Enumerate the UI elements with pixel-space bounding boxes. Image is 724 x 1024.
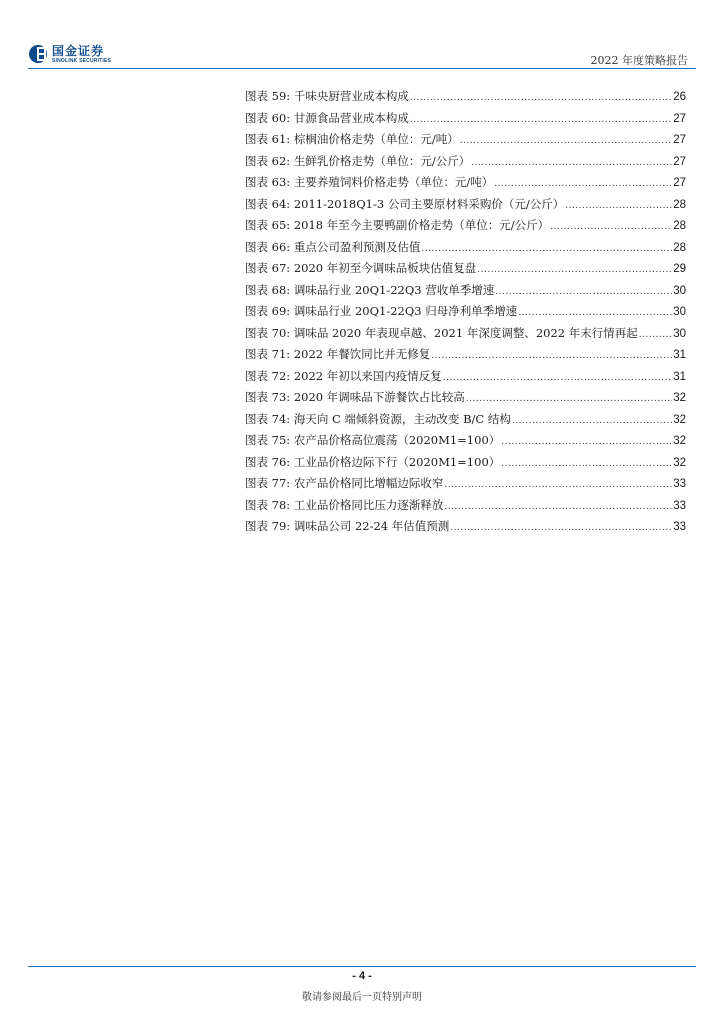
toc-entry[interactable]	[245, 454, 686, 476]
toc-entry-page: 28	[673, 220, 686, 232]
toc-entry[interactable]	[245, 389, 686, 411]
toc-entry[interactable]	[245, 196, 686, 218]
toc-leader-dots	[421, 244, 672, 254]
page-number: - 4 -	[352, 970, 372, 982]
toc-entry-page: 27	[673, 177, 686, 189]
toc-entry-page: 28	[673, 198, 686, 211]
toc-entry-title: 图表 68: 调味品行业 20Q1-22Q3 营收单季增速	[245, 282, 495, 297]
toc-entry-page: 27	[673, 134, 686, 146]
toc-entry[interactable]	[245, 411, 686, 433]
toc-entry[interactable]	[245, 217, 686, 239]
toc-entry-page: 33	[673, 521, 686, 533]
toc-entry-page: 29	[673, 263, 686, 275]
toc-entry[interactable]	[245, 131, 686, 153]
table-of-contents	[245, 88, 686, 540]
toc-entry[interactable]	[245, 303, 686, 325]
toc-leader-dots	[494, 179, 672, 189]
company-logo	[28, 44, 111, 64]
toc-entry-page: 32	[673, 413, 686, 426]
toc-entry-page: 32	[673, 456, 686, 469]
toc-entry[interactable]	[245, 346, 686, 368]
header-divider	[28, 68, 696, 69]
toc-entry-title: 图表 64: 2011-2018Q1-3 公司主要原材料采购价（元/公斤）	[245, 196, 565, 211]
toc-entry-title: 图表 75: 农产品价格高位震荡（2020M1=100）	[245, 433, 501, 447]
toc-leader-dots	[495, 287, 672, 297]
toc-leader-dots	[444, 480, 672, 490]
toc-entry-page: 27	[673, 112, 686, 125]
toc-entry[interactable]	[245, 239, 686, 261]
toc-entry[interactable]	[245, 475, 686, 497]
toc-leader-dots	[460, 136, 673, 146]
report-title: 2022 年度策略报告	[590, 54, 688, 67]
toc-entry-title: 图表 70: 调味品 2020 年表现卓越、2021 年深度调整、2022 年末行情再起	[245, 325, 638, 340]
toc-entry[interactable]	[245, 325, 686, 347]
toc-leader-dots	[501, 459, 672, 469]
toc-entry[interactable]	[245, 110, 686, 132]
toc-entry-title: 图表 60: 甘源食品营业成本构成	[245, 110, 409, 125]
toc-entry-page: 31	[673, 370, 686, 383]
toc-entry-title: 图表 69: 调味品行业 20Q1-22Q3 归母净利单季增速	[245, 304, 518, 318]
toc-entry-title: 图表 62: 生鲜乳价格走势（单位：元/公斤）	[245, 153, 471, 168]
toc-entry-page: 30	[673, 306, 686, 318]
toc-entry-page: 32	[673, 392, 686, 404]
toc-entry-title: 图表 65: 2018 年至今主要鸭副价格走势（单位：元/公斤）	[245, 218, 550, 232]
toc-entry-title: 图表 72: 2022 年初以来国内疫情反复	[245, 368, 442, 383]
toc-entry-title: 图表 76: 工业品价格边际下行（2020M1=100）	[245, 454, 501, 469]
toc-entry-page: 30	[673, 284, 686, 297]
sinolink-logo-icon	[28, 44, 48, 64]
toc-leader-dots	[639, 330, 672, 340]
toc-leader-dots	[443, 373, 672, 383]
footer-divider	[28, 966, 696, 967]
toc-entry-page: 33	[673, 499, 686, 512]
page-header	[0, 0, 724, 72]
toc-leader-dots	[410, 93, 672, 103]
toc-entry[interactable]	[245, 260, 686, 282]
toc-leader-dots	[501, 437, 672, 447]
toc-entry[interactable]	[245, 497, 686, 519]
toc-entry-title: 图表 77: 农产品价格同比增幅边际收窄	[245, 476, 444, 490]
toc-entry[interactable]	[245, 174, 686, 196]
toc-entry-title: 图表 67: 2020 年初至今调味品板块估值复盘	[245, 261, 477, 275]
toc-entry-title: 图表 63: 主要养殖饲料价格走势（单位：元/吨）	[245, 175, 494, 189]
toc-entry-title: 图表 66: 重点公司盈利预测及估值	[245, 239, 421, 254]
toc-entry-title: 图表 61: 棕榈油价格走势（单位：元/吨）	[245, 132, 459, 146]
toc-entry[interactable]	[245, 518, 686, 540]
logo-chinese-name: 国金证券	[52, 43, 105, 58]
toc-entry-page: 26	[673, 91, 686, 103]
toc-leader-dots	[431, 351, 672, 361]
toc-leader-dots	[444, 502, 672, 512]
toc-entry-title: 图表 71: 2022 年餐饮同比并无修复	[245, 347, 431, 361]
toc-entry-page: 31	[673, 349, 686, 361]
toc-entry[interactable]	[245, 153, 686, 175]
toc-leader-dots	[518, 308, 672, 318]
toc-leader-dots	[477, 265, 672, 275]
toc-entry-title: 图表 79: 调味品公司 22-24 年估值预测	[245, 519, 450, 533]
toc-entry[interactable]	[245, 282, 686, 304]
toc-entry-page: 27	[673, 155, 686, 168]
toc-leader-dots	[471, 158, 672, 168]
toc-entry-page: 33	[673, 478, 686, 490]
toc-entry[interactable]	[245, 432, 686, 454]
toc-entry-page: 32	[673, 435, 686, 447]
toc-entry[interactable]	[245, 88, 686, 110]
toc-leader-dots	[466, 394, 672, 404]
logo-english-name: SINOLINK SECURITIES	[52, 57, 112, 64]
toc-entry-title: 图表 74: 海天向 C 端倾斜资源，主动改变 B/C 结构	[245, 411, 511, 426]
toc-leader-dots	[550, 222, 672, 232]
toc-leader-dots	[410, 115, 672, 125]
disclaimer-text: 敬请参阅最后一页特别声明	[302, 992, 422, 1003]
toc-entry-title: 图表 73: 2020 年调味品下游餐饮占比较高	[245, 390, 465, 404]
toc-leader-dots	[512, 416, 672, 426]
toc-entry-title: 图表 78: 工业品价格同比压力逐渐释放	[245, 497, 444, 512]
toc-entry-page: 28	[673, 241, 686, 254]
toc-entry[interactable]	[245, 368, 686, 390]
toc-leader-dots	[565, 201, 672, 211]
toc-leader-dots	[450, 523, 672, 533]
toc-entry-title: 图表 59: 千味央厨营业成本构成	[245, 89, 409, 103]
toc-entry-page: 30	[673, 327, 686, 340]
